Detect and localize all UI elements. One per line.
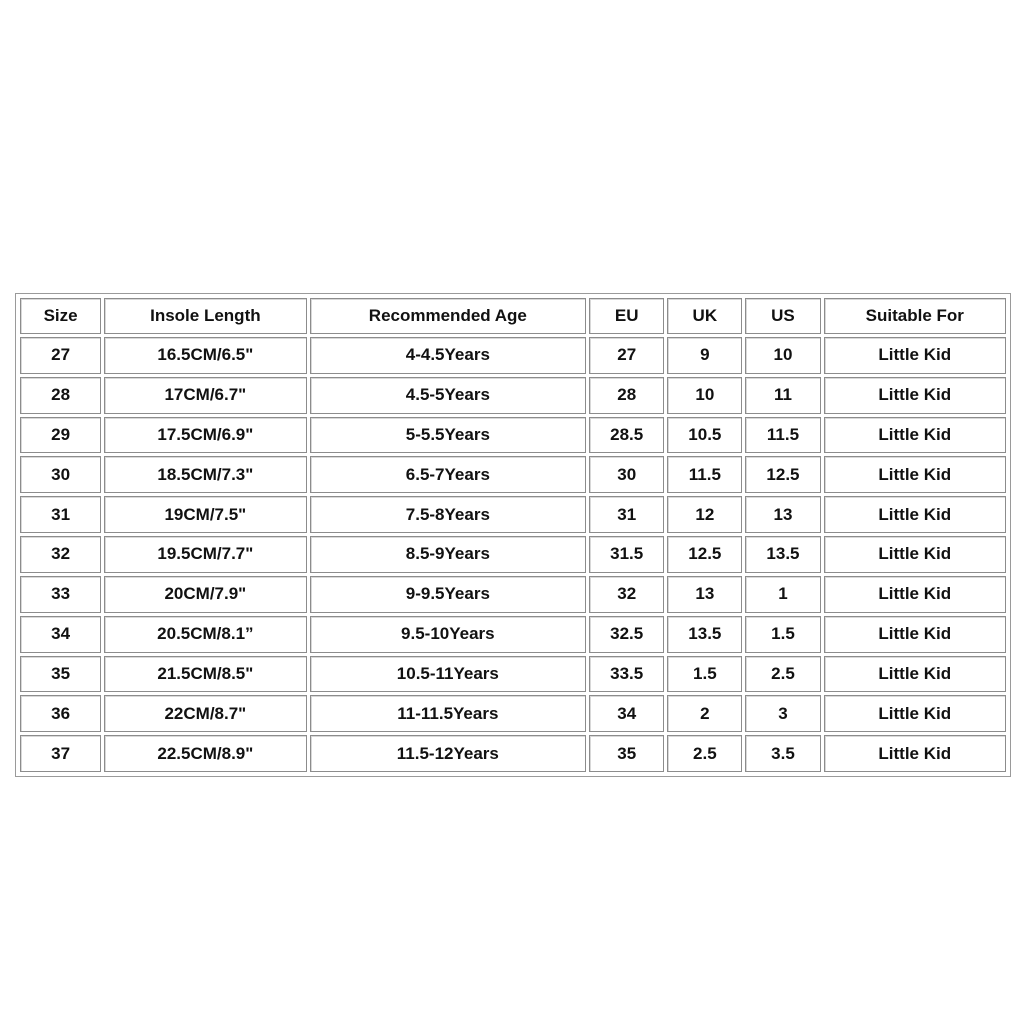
table-row	[20, 377, 1006, 414]
cell-eu: 33.5	[589, 656, 664, 693]
cell-eu: 32.5	[589, 616, 664, 653]
cell-eu: 31	[589, 496, 664, 533]
header-row	[20, 298, 1006, 334]
cell-eu: 27	[589, 337, 664, 374]
cell-suitable-for: Little Kid	[824, 377, 1006, 414]
size-chart	[15, 293, 1011, 777]
cell-size: 37	[20, 735, 101, 772]
cell-us: 10	[745, 337, 820, 374]
cell-recommended-age: 9.5-10Years	[310, 616, 587, 653]
cell-us: 11.5	[745, 417, 820, 454]
cell-suitable-for: Little Kid	[824, 456, 1006, 493]
table-row	[20, 536, 1006, 573]
cell-us: 1.5	[745, 616, 820, 653]
cell-us: 1	[745, 576, 820, 613]
cell-us: 3	[745, 695, 820, 732]
cell-recommended-age: 7.5-8Years	[310, 496, 587, 533]
header-insole-length: Insole Length	[104, 298, 306, 334]
cell-recommended-age: 4-4.5Years	[310, 337, 587, 374]
table-row	[20, 695, 1006, 732]
cell-uk: 2.5	[667, 735, 742, 772]
header-eu: EU	[589, 298, 664, 334]
header-size: Size	[20, 298, 101, 334]
table-row	[20, 337, 1006, 374]
cell-size: 29	[20, 417, 101, 454]
cell-size: 36	[20, 695, 101, 732]
header-suitable-for: Suitable For	[824, 298, 1006, 334]
table-row	[20, 496, 1006, 533]
cell-eu: 35	[589, 735, 664, 772]
cell-uk: 12	[667, 496, 742, 533]
cell-insole-length: 19.5CM/7.7"	[104, 536, 306, 573]
cell-suitable-for: Little Kid	[824, 695, 1006, 732]
cell-recommended-age: 10.5-11Years	[310, 656, 587, 693]
cell-insole-length: 21.5CM/8.5"	[104, 656, 306, 693]
cell-suitable-for: Little Kid	[824, 496, 1006, 533]
cell-us: 13	[745, 496, 820, 533]
cell-eu: 30	[589, 456, 664, 493]
cell-insole-length: 16.5CM/6.5"	[104, 337, 306, 374]
cell-eu: 32	[589, 576, 664, 613]
cell-uk: 13.5	[667, 616, 742, 653]
cell-uk: 11.5	[667, 456, 742, 493]
cell-suitable-for: Little Kid	[824, 417, 1006, 454]
table-row	[20, 456, 1006, 493]
cell-recommended-age: 9-9.5Years	[310, 576, 587, 613]
cell-eu: 28.5	[589, 417, 664, 454]
cell-us: 2.5	[745, 656, 820, 693]
cell-uk: 10	[667, 377, 742, 414]
cell-suitable-for: Little Kid	[824, 576, 1006, 613]
cell-uk: 12.5	[667, 536, 742, 573]
cell-recommended-age: 5-5.5Years	[310, 417, 587, 454]
cell-suitable-for: Little Kid	[824, 616, 1006, 653]
table-row	[20, 735, 1006, 772]
cell-us: 13.5	[745, 536, 820, 573]
cell-uk: 2	[667, 695, 742, 732]
cell-uk: 10.5	[667, 417, 742, 454]
cell-size: 30	[20, 456, 101, 493]
cell-uk: 9	[667, 337, 742, 374]
cell-recommended-age: 11.5-12Years	[310, 735, 587, 772]
cell-insole-length: 22.5CM/8.9"	[104, 735, 306, 772]
cell-us: 12.5	[745, 456, 820, 493]
cell-size: 31	[20, 496, 101, 533]
cell-uk: 1.5	[667, 656, 742, 693]
cell-size: 27	[20, 337, 101, 374]
size-chart-table	[17, 295, 1009, 775]
cell-insole-length: 22CM/8.7"	[104, 695, 306, 732]
cell-eu: 34	[589, 695, 664, 732]
cell-suitable-for: Little Kid	[824, 656, 1006, 693]
cell-uk: 13	[667, 576, 742, 613]
cell-suitable-for: Little Kid	[824, 337, 1006, 374]
cell-insole-length: 20.5CM/8.1”	[104, 616, 306, 653]
table-row	[20, 656, 1006, 693]
cell-size: 33	[20, 576, 101, 613]
cell-insole-length: 19CM/7.5"	[104, 496, 306, 533]
table-row	[20, 576, 1006, 613]
cell-suitable-for: Little Kid	[824, 536, 1006, 573]
cell-recommended-age: 4.5-5Years	[310, 377, 587, 414]
cell-insole-length: 18.5CM/7.3"	[104, 456, 306, 493]
cell-insole-length: 17.5CM/6.9"	[104, 417, 306, 454]
header-recommended-age: Recommended Age	[310, 298, 587, 334]
cell-recommended-age: 6.5-7Years	[310, 456, 587, 493]
cell-recommended-age: 8.5-9Years	[310, 536, 587, 573]
cell-insole-length: 17CM/6.7"	[104, 377, 306, 414]
cell-us: 11	[745, 377, 820, 414]
cell-size: 28	[20, 377, 101, 414]
cell-eu: 28	[589, 377, 664, 414]
cell-insole-length: 20CM/7.9"	[104, 576, 306, 613]
cell-recommended-age: 11-11.5Years	[310, 695, 587, 732]
table-row	[20, 616, 1006, 653]
cell-size: 34	[20, 616, 101, 653]
cell-suitable-for: Little Kid	[824, 735, 1006, 772]
header-uk: UK	[667, 298, 742, 334]
cell-size: 35	[20, 656, 101, 693]
table-row	[20, 417, 1006, 454]
cell-eu: 31.5	[589, 536, 664, 573]
cell-us: 3.5	[745, 735, 820, 772]
cell-size: 32	[20, 536, 101, 573]
header-us: US	[745, 298, 820, 334]
